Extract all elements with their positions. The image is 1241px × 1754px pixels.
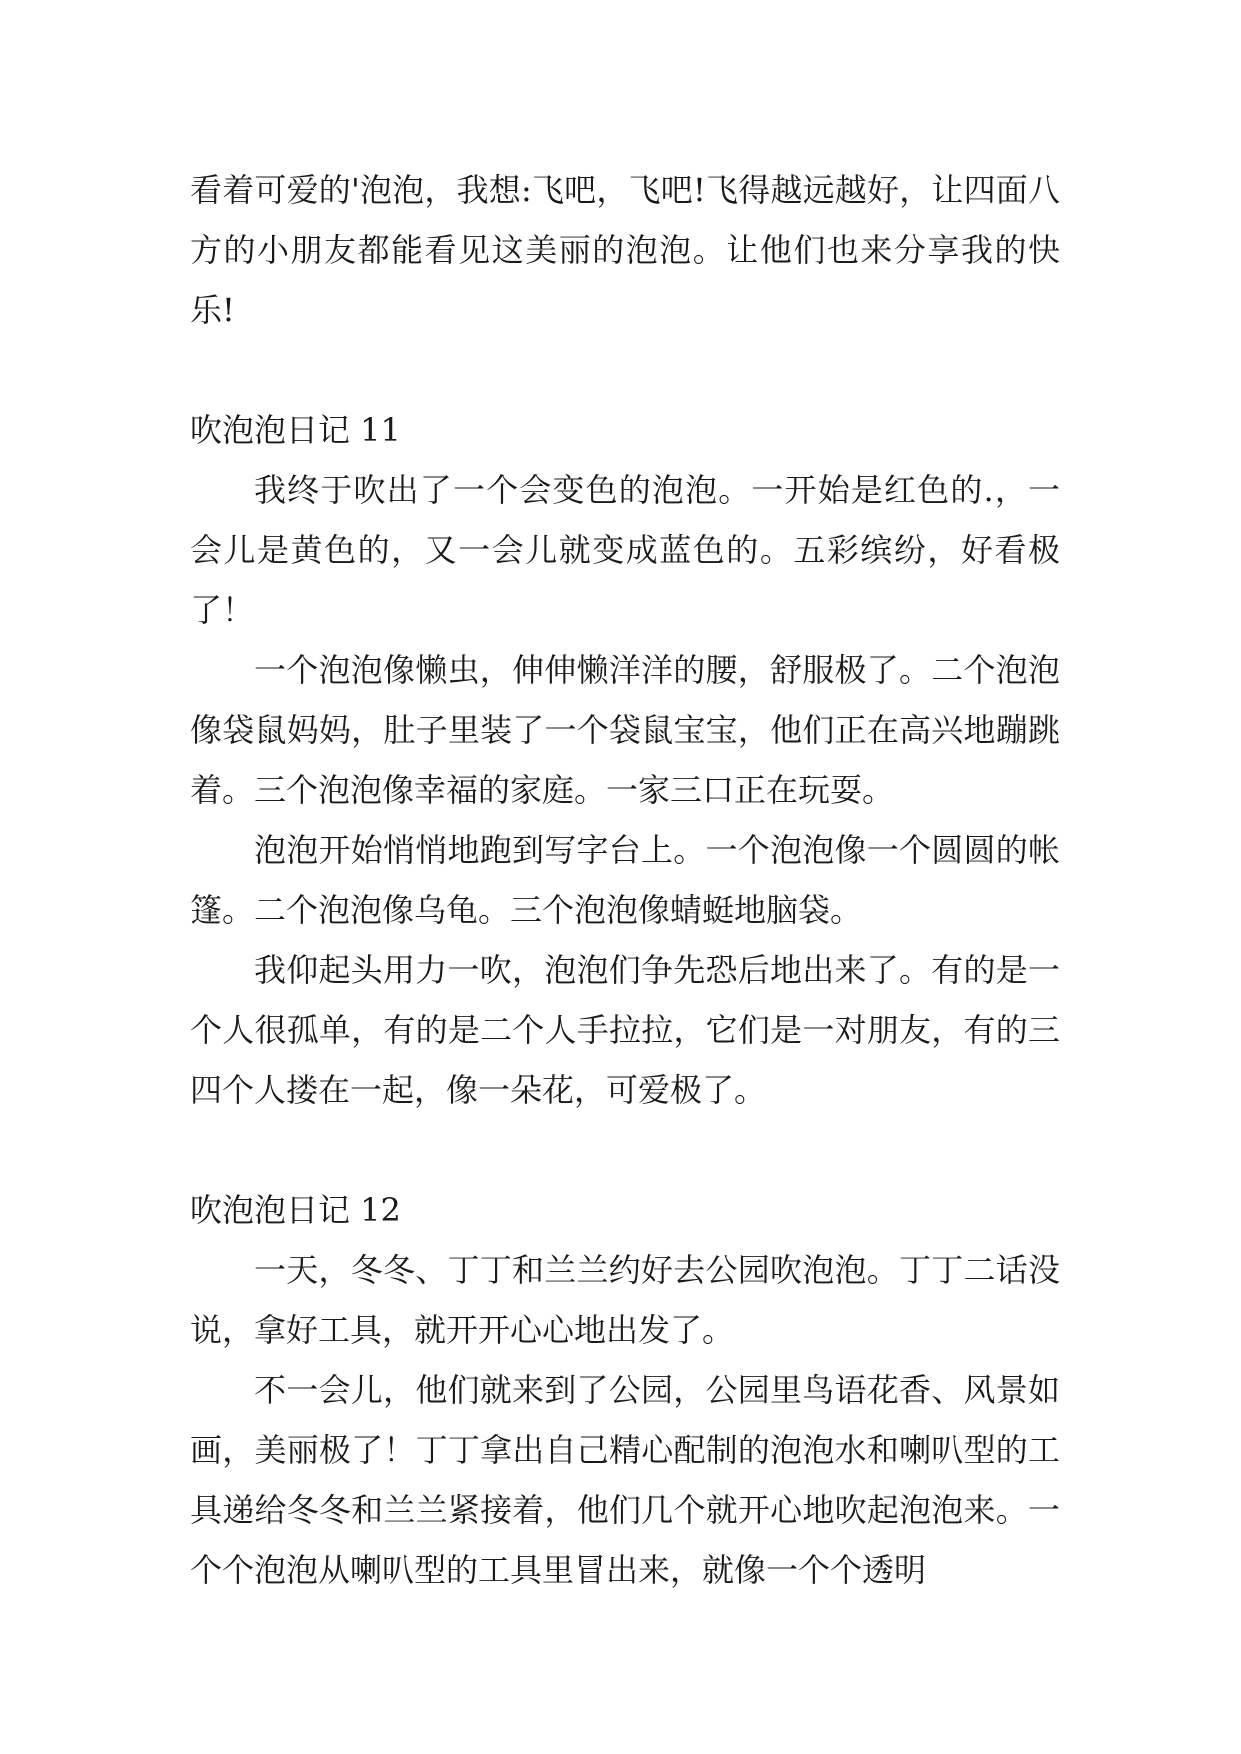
diary-11-paragraph-2: 一个泡泡像懒虫，伸伸懒洋洋的腰，舒服极了。二个泡泡像袋鼠妈妈，肚子里装了一个袋鼠宝宝，他们正在高兴地蹦跳着。三个泡泡像幸福的家庭。一家三口正在玩耍。 [190, 651, 1060, 809]
diary-11-paragraph-3: 泡泡开始悄悄地跑到写字台上。一个泡泡像一个圆圆的帐篷。二个泡泡像乌龟。三个泡泡像蜻蜓地脑袋。 [190, 831, 1060, 929]
diary-12-paragraph-2: 不一会儿，他们就来到了公园，公园里鸟语花香、风景如画，美丽极了！丁丁拿出自己精心配制的泡泡水和喇叭型的工具递给冬冬和兰兰紧接着，他们几个就开心地吹起泡泡来。一个个泡泡从喇叭型的工具里冒出来，就像一个个透明 [190, 1371, 1060, 1589]
section-title-11: 吹泡泡日记 11 [190, 411, 401, 449]
document-page [190, 160, 1060, 1600]
intro-paragraph: 看着可爱的'泡泡，我想:飞吧，飞吧!飞得越远越好，让四面八方的小朋友都能看见这美丽的泡泡。让他们也来分享我的快乐! [190, 171, 1060, 329]
section-gap [190, 1120, 1060, 1180]
diary-12-paragraph-1: 一天，冬冬、丁丁和兰兰约好去公园吹泡泡。丁丁二话没说，拿好工具，就开开心心地出发了。 [190, 1251, 1060, 1349]
section-title-12: 吹泡泡日记 12 [190, 1191, 401, 1229]
diary-11-paragraph-1: 我终于吹出了一个会变色的泡泡。一开始是红色的.，一会儿是黄色的，又一会儿就变成蓝色的。五彩缤纷，好看极了！ [190, 471, 1060, 629]
diary-11-paragraph-4: 我仰起头用力一吹，泡泡们争先恐后地出来了。有的是一个人很孤单，有的是二个人手拉拉，它们是一对朋友，有的三四个人搂在一起，像一朵花，可爱极了。 [190, 951, 1060, 1109]
section-gap [190, 340, 1060, 400]
